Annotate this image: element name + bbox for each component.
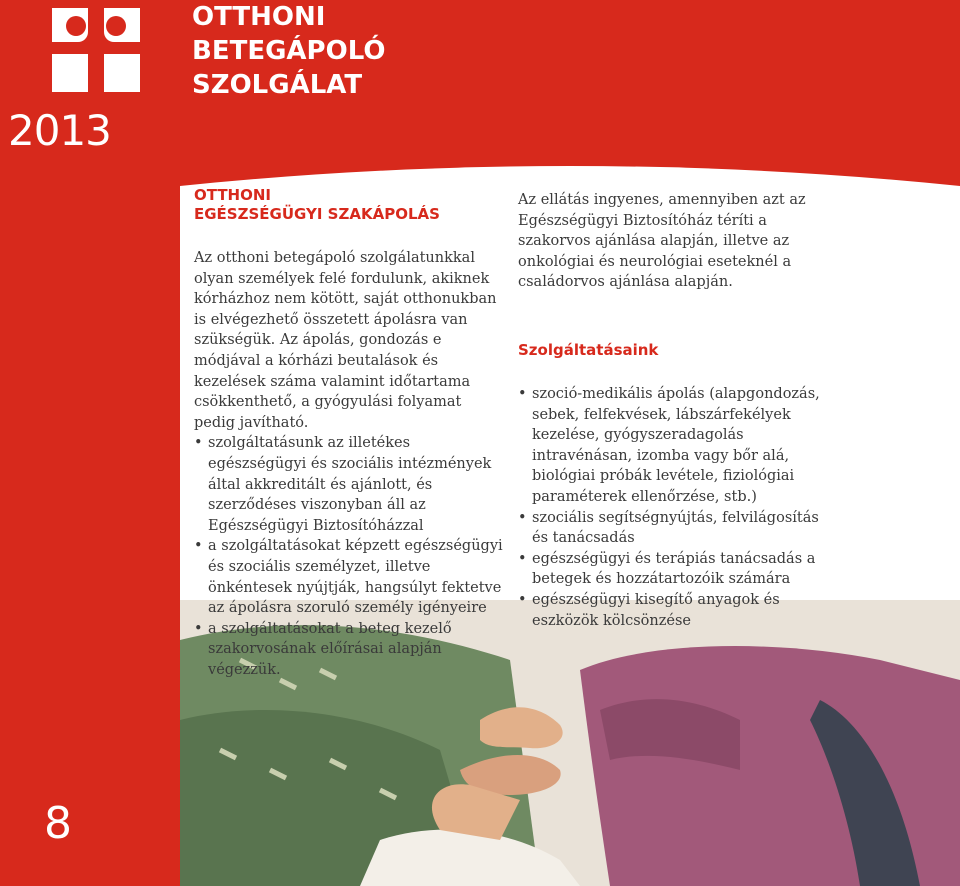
list-item: • szoció-medikális ápolás (alapgondozás, sebek, felfekvések, lábszárfekélyek kezelése, gyógyszeradagolás intravénásan, izomba vagy bőr alá, biológiai próbák levétele, fiziológiai paraméterek ellenőrzése, stb.) [518,384,828,508]
intro-paragraph: Az otthoni betegápoló szolgálatunkkal olyan személyek felé fordulunk, akiknek kórházhoz nem kötött, saját otthonukban is elvégezhető összetett ápolásra van szükségük. Az ápolás, gondozás e módjával a kórházi beutalások és kezelések száma valamint időtartama csökkenthető, a gyógyulási folyamat pedig javítható. [194,250,497,431]
list-item: • a szolgáltatásokat a beteg kezelő szakorvosának előírásai alapján végezzük. [194,619,504,681]
title-line-3: SZOLGÁLAT [192,70,363,100]
year-label: 2013 [8,106,111,155]
right-column [518,190,828,631]
list-item: • szolgáltatásunk az illetékes egészségügyi és szociális intézmények által akkreditált és ajánlott, és szerződéses viszonyban áll az Egészségügyi Biztosítóházzal [194,433,504,536]
list-item: • egészségügyi és terápiás tanácsadás a betegek és hozzátartozóik számára [518,549,828,590]
left-column [194,186,504,680]
free-care-paragraph: Az ellátás ingyenes, amennyiben azt az Egészségügyi Biztosítóház téríti a szakorvos ajánlása alapján, illetve az onkológiai és neurológiai eseteknél a családorvos ajánlása alapján. [518,192,806,291]
list-item: • a szolgáltatásokat képzett egészségügyi és szociális személyzet, illetve önkéntesek nyújtják, hangsúlyt fektetve az ápolásra szoruló személy igényeire [194,536,504,618]
section-title-line-2: EGÉSZSÉGÜGYI SZAKÁPOLÁS [194,205,440,223]
section-title-services: Szolgáltatásaink [518,340,659,359]
left-bullet-list [194,433,504,680]
section-title-line-1: OTTHONI [194,186,271,204]
title-line-2: BETEGÁPOLÓ [192,36,386,66]
title-line-1: OTTHONI [192,2,326,32]
page-number: 8 [44,798,72,849]
services-bullet-list [518,384,828,631]
logo-icon [48,4,144,96]
list-item: • egészségügyi kisegítő anyagok és eszközök kölcsönzése [518,590,828,631]
page-title [192,0,385,102]
list-item: • szociális segítségnyújtás, felvilágosítás és tanácsadás [518,508,828,549]
section-title-home-care [194,186,504,224]
